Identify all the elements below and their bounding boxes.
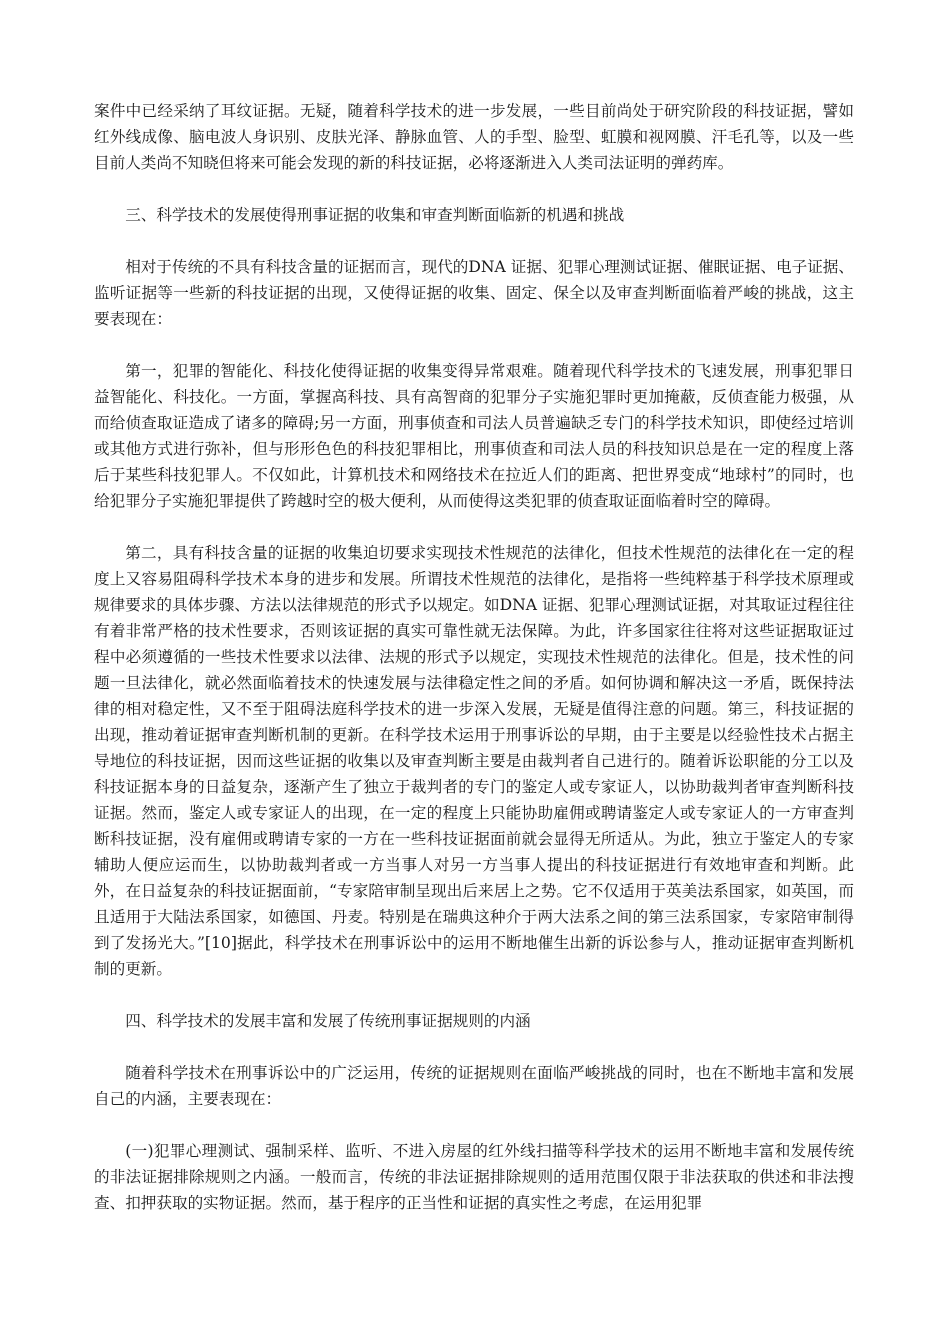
paragraph-evidence-rules-intro: 随着科学技术在刑事诉讼中的广泛运用，传统的证据规则在面临严峻挑战的同时，也在不断地丰富和发展自己的内涵，主要表现在：	[94, 1064, 854, 1108]
paragraph-new-evidence-challenges: 相对于传统的不具有科技含量的证据而言，现代的DNA 证据、犯罪心理测试证据、催眠证据、电子证据、监听证据等一些新的科技证据的出现，又使得证据的收集、固定、保全以及审查判断面临着严峻的挑战，这主要表现在：	[94, 258, 854, 328]
document-body	[94, 98, 854, 1242]
paragraph-ear-print-evidence: 案件中已经采纳了耳纹证据。无疑，随着科学技术的进一步发展，一些目前尚处于研究阶段的科技证据，譬如红外线成像、脑电波人身识别、皮肤光泽、静脉血管、人的手型、脸型、虹膜和视网膜、汗毛孔等，以及一些目前人类尚不知晓但将来可能会发现的新的科技证据，必将逐渐进入人类司法证明的弹药库。	[94, 102, 854, 172]
section-heading-3: 三、科学技术的发展使得刑事证据的收集和审查判断面临新的机遇和挑战	[125, 206, 625, 224]
paragraph-second-third-point: 第二，具有科技含量的证据的收集迫切要求实现技术性规范的法律化，但技术性规范的法律化在一定的程度上又容易阻碍科学技术本身的进步和发展。所谓技术性规范的法律化，是指将一些纯粹基于科学技术原理或规律要求的具体步骤、方法以法律规范的形式予以规定。如DNA 证据、犯罪心理测试证据，对其取证过程往往有着非常严格的技术性要求，否则该证据的真实可靠性就无法保障。为此，许多国家往往将对这些证据取证过程中必须遵循的一些技术性要求以法律、法规的形式予以规定，实现技术性规范的法律化。但是，技术性的问题一旦法律化，就必然面临着技术的快速发展与法律稳定性之间的矛盾。如何协调和解决这一矛盾，既保持法律的相对稳定性，又不至于阻碍法庭科学技术的进一步深入发展，无疑是值得注意的问题。第三，科技证据的出现，推动着证据审查判断机制的更新。在科学技术运用于刑事诉讼的早期，由于主要是以经验性技术占据主导地位的科技证据，因而这些证据的收集以及审查判断主要是由裁判者自己进行的。随着诉讼职能的分工以及科技证据本身的日益复杂，逐渐产生了独立于裁判者的专门的鉴定人或专家证人，以协助裁判者审查判断科技证据。然而，鉴定人或专家证人的出现，在一定的程度上只能协助雇佣或聘请鉴定人或专家证人的一方审查判断科技证据，没有雇佣或聘请专家的一方在一些科技证据面前就会显得无所适从。为此，独立于鉴定人的专家辅助人便应运而生，以协助裁判者或一方当事人对另一方当事人提出的科技证据进行有效地审查和判断。此外，在日益复杂的科技证据面前，“专家陪审制呈现出后来居上之势。它不仅适用于英美法系国家，如英国，而且适用于大陆法系国家，如德国、丹麦。特别是在瑞典这种介于两大法系之间的第三法系国家，专家陪审制得到了发扬光大。”[10]据此，科学技术在刑事诉讼中的运用不断地催生出新的诉讼参与人，推动证据审查判断机制的更新。	[94, 544, 854, 978]
section-heading-4: 四、科学技术的发展丰富和发展了传统刑事证据规则的内涵	[125, 1012, 531, 1030]
paragraph-exclusionary-rule: (一)犯罪心理测试、强制采样、监听、不进入房屋的红外线扫描等科学技术的运用不断地丰富和发展传统的非法证据排除规则之内涵。一般而言，传统的非法证据排除规则的适用范围仅限于非法获取的供述和非法搜查、扣押获取的实物证据。然而，基于程序的正当性和证据的真实性之考虑，在运用犯罪	[94, 1142, 854, 1212]
paragraph-first-point: 第一，犯罪的智能化、科技化使得证据的收集变得异常艰难。随着现代科学技术的飞速发展，刑事犯罪日益智能化、科技化。一方面，掌握高科技、具有高智商的犯罪分子实施犯罪时更加掩蔽，反侦查能力极强，从而给侦查取证造成了诸多的障碍;另一方面，刑事侦查和司法人员普遍缺乏专门的科学技术知识，即使经过培训或其他方式进行弥补，但与形形色色的科技犯罪相比，刑事侦查和司法人员的科技知识总是在一定的程度上落后于某些科技犯罪人。不仅如此，计算机技术和网络技术在拉近人们的距离、把世界变成“地球村”的同时，也给犯罪分子实施犯罪提供了跨越时空的极大便利，从而使得这类犯罪的侦查取证面临着时空的障碍。	[94, 362, 854, 510]
